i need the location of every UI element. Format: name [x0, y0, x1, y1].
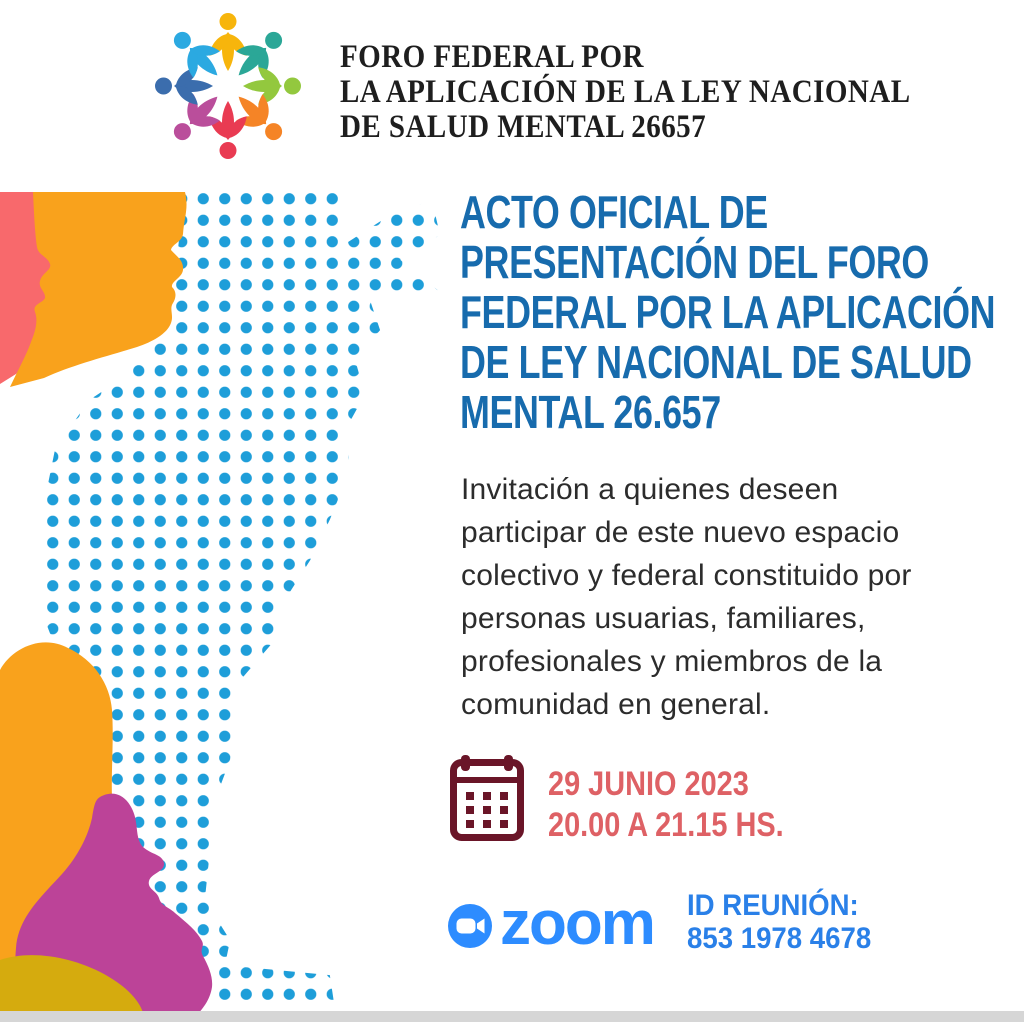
event-heading-line: PRESENTACIÓN DEL FORO [460, 236, 929, 288]
event-time: 20.00 A 21.15 HS. [548, 806, 784, 844]
meeting-id-block [687, 889, 871, 955]
logo-person-top [205, 13, 250, 71]
zoom-video-camera-icon [448, 904, 492, 948]
calendar-icon [450, 755, 524, 841]
logo-person-right [243, 63, 301, 108]
event-heading-line: MENTAL 26.657 [460, 386, 721, 438]
invitation-line: comunidad en general. [461, 688, 771, 721]
event-heading-line: FEDERAL POR LA APLICACIÓN [460, 286, 996, 338]
window-edge-bar [0, 1011, 1024, 1022]
invitation-line: colectivo y federal constituido por [461, 559, 912, 592]
organization-title-line: LA APLICACIÓN DE LA LEY NACIONAL [340, 74, 911, 110]
organization-title [340, 40, 911, 145]
logo-person-bottom [205, 101, 250, 159]
face-profile-silhouettes-bottom [0, 640, 340, 1022]
people-circle-logo [146, 4, 310, 168]
face-profile-silhouettes-top [0, 190, 200, 390]
meeting-id-label: ID REUNIÓN: [687, 889, 859, 922]
organization-title-line: FORO FEDERAL POR [340, 39, 644, 75]
invitation-line: Invitación a quienes deseen [461, 473, 839, 506]
invitation-paragraph [461, 468, 912, 726]
logo-person-left [155, 63, 213, 108]
event-heading-line: ACTO OFICIAL DE [460, 186, 768, 238]
organization-title-line: DE SALUD MENTAL 26657 [340, 109, 707, 145]
invitation-line: participar de este nuevo espacio [461, 516, 900, 549]
event-heading [460, 187, 995, 437]
event-date: 29 JUNIO 2023 [548, 765, 749, 803]
meeting-id-number: 853 1978 4678 [687, 922, 872, 955]
zoom-wordmark: zoom [500, 889, 654, 958]
event-datetime [548, 764, 784, 846]
invitation-line: personas usuarias, familiares, [461, 602, 866, 635]
invitation-line: profesionales y miembros de la [461, 645, 883, 678]
event-heading-line: DE LEY NACIONAL DE SALUD [460, 336, 972, 388]
